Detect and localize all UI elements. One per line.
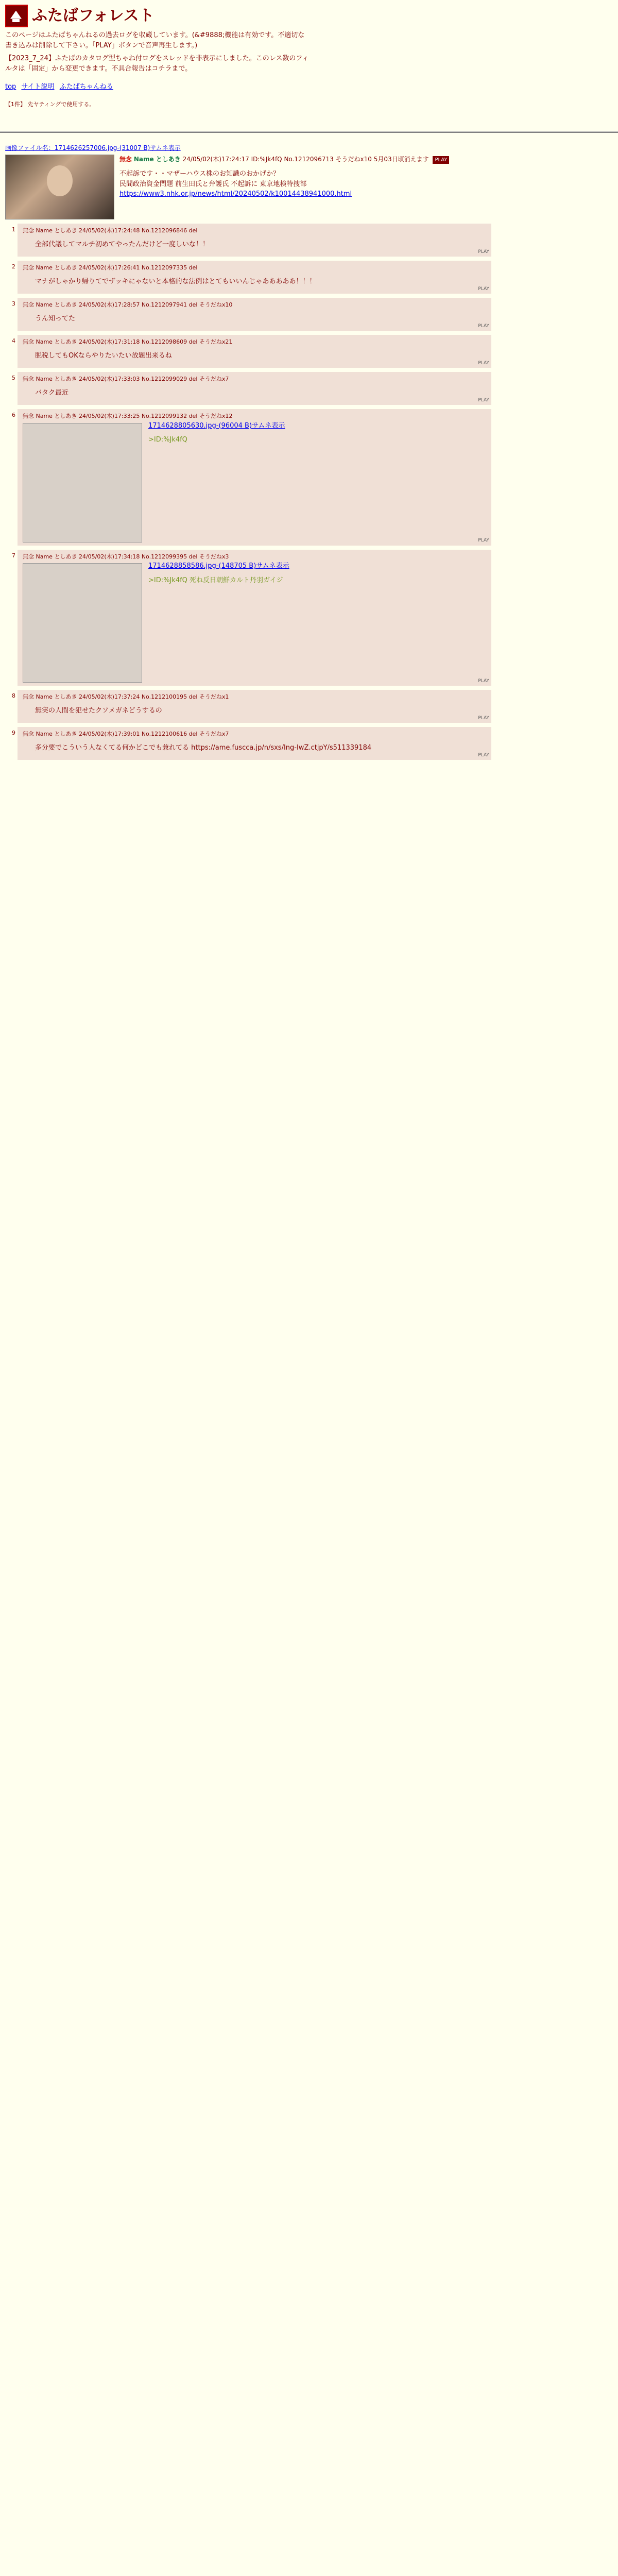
- reply-header: 無念 Name としあき 24/05/02(木)17:26:41 No.1212097335 del: [23, 264, 198, 271]
- reply-marker: 1: [12, 226, 15, 233]
- reply-body: 無実の人間を犯せたクソメガネどうするの: [35, 706, 162, 715]
- op-meta: [119, 155, 449, 219]
- reply-row: [5, 372, 613, 405]
- reply-marker: 7: [12, 552, 15, 559]
- reply-body: 脱税してもOKならやりたいたい放題出来るね: [35, 351, 172, 360]
- reply-row: [5, 550, 613, 686]
- nav-futaba-link[interactable]: ふたばちゃんねる: [59, 83, 113, 91]
- op-body-line-1: 不起訴です・・マザーハウス株のお知識のおかげか？: [119, 170, 280, 178]
- reply-header: 無念 Name としあき 24/05/02(木)17:31:18 No.1212098609 del そうだねx21: [23, 338, 233, 345]
- logo-row: [5, 4, 613, 27]
- reply-header: 無念 Name としあき 24/05/02(木)17:34:18 No.1212099395 del そうだねx3: [23, 553, 229, 560]
- reply-row: [5, 224, 613, 257]
- reply-box: [18, 335, 491, 368]
- reply-header: 無念 Name としあき 24/05/02(木)17:33:03 No.1212099029 del そうだねx7: [23, 376, 229, 382]
- intro: [5, 30, 613, 74]
- reply-file-link[interactable]: 1714628805630.jpg-(96004 B)サムネ表示: [148, 421, 285, 430]
- reply-box: [18, 372, 491, 405]
- op-name: Name としあき: [133, 156, 181, 163]
- futaba-logo-icon[interactable]: [5, 5, 28, 27]
- site-title: ふたばフォレスト: [32, 7, 154, 25]
- reply-play-button[interactable]: PLAY: [478, 397, 489, 403]
- reply-box: [18, 261, 491, 294]
- divider: [0, 131, 618, 133]
- reply-row: [5, 409, 613, 546]
- reply-header: 無念 Name としあき 24/05/02(木)17:37:24 No.1212100195 del そうだねx1: [23, 693, 229, 700]
- nav-top-link[interactable]: top: [5, 83, 16, 91]
- op-header: [119, 155, 449, 164]
- reply-play-button[interactable]: PLAY: [478, 538, 489, 543]
- reply-body: 多分要でこういう人なくてる何かどこでも兼れてる https://ame.fuscca.jp/n/sxs/Ing-IwZ.ctjpY/s511339184: [35, 743, 372, 752]
- reply-row: [5, 690, 613, 723]
- reply-row: [5, 335, 613, 368]
- reply-box: [18, 298, 491, 331]
- tag-text: 【1件】 先ヤティングで使用する。: [5, 100, 95, 108]
- op-subject: 無念: [119, 156, 132, 163]
- op-date: 24/05/02(木)17:24:17 ID:%Jk4fQ No.1212096713: [182, 156, 334, 163]
- tag-line: [5, 100, 613, 109]
- reply-marker: 8: [12, 692, 15, 699]
- reply-play-button[interactable]: PLAY: [478, 715, 489, 721]
- reply-header: 無念 Name としあき 24/05/02(木)17:24:48 No.1212096846 del: [23, 227, 198, 234]
- reply-row: [5, 298, 613, 331]
- reply-play-button[interactable]: PLAY: [478, 360, 489, 366]
- reply-body: >ID:%Jk4fQ: [148, 436, 187, 444]
- reply-row: [5, 727, 613, 760]
- reply-list: [0, 224, 618, 760]
- op-news-link[interactable]: https://www3.nhk.or.jp/news/html/20240502/k10014438941000.html: [119, 190, 352, 198]
- reply-box: [18, 727, 491, 760]
- reply-box: [18, 550, 491, 686]
- intro-text-2: 【2023_7_24】ふたばのカタログ型ちゃね付ログをスレッドを非表示にしました。このレス数のフィルタは「固定」から変更できます。不具合報告はコチラまで。: [5, 55, 309, 73]
- reply-play-button[interactable]: PLAY: [478, 249, 489, 255]
- intro-text-1: このページはふたばちゃんねるの過去ログを収蔵しています。(&#9888;機能は有効です。不適切な書き込みは削除して下さい。「PLAY」ボタンで音声再生します。): [5, 31, 305, 49]
- op-body: [119, 169, 449, 199]
- reply-play-button[interactable]: PLAY: [478, 752, 489, 758]
- reply-row: [5, 261, 613, 294]
- op-post: [0, 155, 618, 219]
- header: [0, 0, 618, 109]
- reply-thumbnail[interactable]: [23, 563, 142, 683]
- reply-play-button[interactable]: PLAY: [478, 286, 489, 292]
- reply-body: >ID:%Jk4fQ 死ね反日朝鮮カルト丹羽ガイジ: [148, 576, 283, 584]
- reply-thumbnail[interactable]: [23, 423, 142, 543]
- reply-marker: 6: [12, 412, 15, 418]
- reply-body: うん知ってた: [35, 314, 76, 323]
- reply-header: 無念 Name としあき 24/05/02(木)17:33:25 No.1212099132 del そうだねx12: [23, 413, 233, 419]
- reply-box: [18, 690, 491, 723]
- reply-file-link[interactable]: 1714628858586.jpg-(148705 B)サムネ表示: [148, 562, 289, 570]
- reply-body: 全部代議してマルチ初めてやったんだけど一度しいな！！: [35, 240, 210, 248]
- reply-box: [18, 409, 491, 546]
- reply-body: バタク最近: [35, 388, 69, 397]
- nav-about-link[interactable]: サイト説明: [21, 83, 55, 91]
- reply-marker: 3: [12, 300, 15, 307]
- reply-marker: 5: [12, 375, 15, 381]
- reply-play-button[interactable]: PLAY: [478, 678, 489, 684]
- reply-box: [18, 224, 491, 257]
- op-thumbnail[interactable]: [5, 155, 114, 219]
- reply-marker: 2: [12, 263, 15, 270]
- op-body-line-2: 民間政治資金問題 前生田氏と弁護氏 不起訴に 東京地検特捜部: [119, 180, 307, 188]
- reply-marker: 4: [12, 337, 15, 344]
- play-button[interactable]: PLAY: [433, 156, 449, 164]
- reply-header: 無念 Name としあき 24/05/02(木)17:39:01 No.1212100616 del そうだねx7: [23, 731, 229, 737]
- nav-links: [5, 82, 613, 92]
- reply-marker: 9: [12, 730, 15, 736]
- reply-header: 無念 Name としあき 24/05/02(木)17:28:57 No.1212097941 del そうだねx10: [23, 301, 233, 308]
- reply-body: マナがしゃかり帰りてでザッキにゃないと本格的な法例はとてもいいんじゃあああああ！！！: [35, 277, 316, 285]
- op-extra: そうだねx10 5月03日頃消えます: [335, 156, 429, 163]
- reply-play-button[interactable]: PLAY: [478, 323, 489, 329]
- op-file-label: [5, 143, 613, 152]
- op-file-link[interactable]: 画像ファイル名：1714626257006.jpg-(31007 B)サムネ表示: [5, 144, 181, 151]
